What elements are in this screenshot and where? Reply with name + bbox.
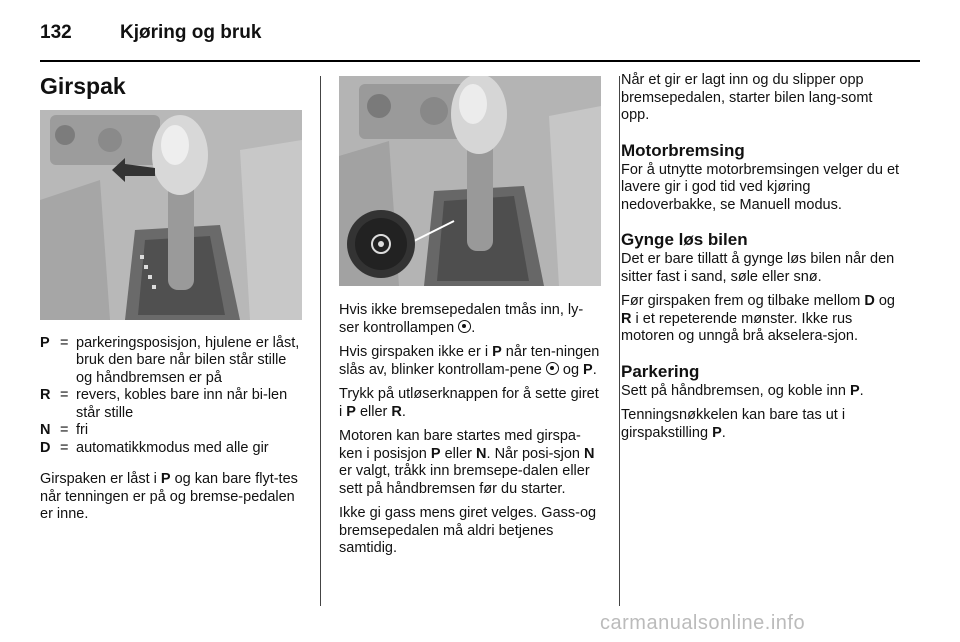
gear-position-list bbox=[40, 335, 302, 458]
section-title: Girspak bbox=[40, 73, 126, 99]
release-button-paragraph: Trykk på utløserknappen for å sette giret i P eller R. bbox=[339, 386, 599, 420]
parking-paragraph-1: Sett på håndbremsen, og koble inn P. bbox=[621, 382, 864, 399]
watermark-text: carmanualsonline.info bbox=[600, 612, 806, 634]
parking-paragraph-2: Tenningsnøkkelen kan bare tas ut i girspakstilling P. bbox=[621, 407, 846, 441]
release-button-photo bbox=[339, 76, 601, 286]
start-paragraph: Motoren kan bare startes med girspa-ken i posisjon P eller N. Når posi-sjon N er valgt, tråkk inn bremsepe-dalen eller sett på håndbremsen før du starter. bbox=[339, 428, 595, 497]
lock-paragraph: Girspaken er låst i P og kan bare flyt-tes når tenningen er på og bremse-pedalen er inne. bbox=[40, 471, 298, 522]
definition-item bbox=[40, 387, 302, 422]
ignition-paragraph: Hvis girspaken ikke er i P når ten-ningen slås av, blinker kontrollam-pene og P. bbox=[339, 344, 600, 378]
column-2 bbox=[339, 72, 601, 565]
column-1 bbox=[40, 72, 302, 531]
rocking-paragraph-1: Det er bare tillatt å gynge løs bilen når den sitter fast i sand, søle eller snø. bbox=[621, 251, 895, 285]
definition-item bbox=[40, 440, 302, 458]
creep-paragraph: Når et gir er lagt inn og du slipper opp bremsepedalen, starter bilen lang-somt opp. bbox=[621, 72, 873, 123]
definition-item bbox=[40, 422, 302, 440]
engine-braking-paragraph: For å utnytte motorbremsingen velger du et lavere gir i god tid ved kjøring nedoverbakke, se Manuell modus. bbox=[621, 161, 900, 213]
definition-equals: = bbox=[60, 387, 69, 403]
release-button-illustration bbox=[339, 76, 601, 286]
gas-paragraph: Ikke gi gass mens giret velges. Gass-og bremsepedalen må aldri betjenes samtidig. bbox=[339, 505, 597, 556]
definition-equals: = bbox=[60, 422, 69, 438]
definition-value: fri bbox=[76, 422, 89, 438]
control-lamp-icon bbox=[546, 362, 559, 375]
definition-equals: = bbox=[60, 439, 69, 456]
page-header bbox=[40, 18, 920, 48]
definition-value: parkeringsposisjon, hjulene er låst, bruk den bare når bilen står stille og håndbremsen er på bbox=[76, 334, 300, 386]
gear-lever-photo bbox=[40, 110, 302, 320]
definition-key: N bbox=[40, 422, 51, 438]
definition-item bbox=[40, 335, 302, 388]
subheading-engine-braking: Motorbremsing bbox=[621, 140, 745, 160]
rocking-paragraph-2: Før girspaken frem og tilbake mellom D og R i et repeterende mønster. Ikke rus motoren og unngå brå akselera-sjon. bbox=[621, 293, 896, 344]
definition-key: P bbox=[40, 334, 50, 351]
chapter-title: Kjøring og bruk bbox=[120, 22, 262, 43]
definition-equals: = bbox=[60, 334, 69, 351]
column-3 bbox=[621, 72, 903, 449]
definition-value: automatikkmodus med alle gir bbox=[76, 439, 269, 456]
gear-lever-illustration bbox=[40, 110, 302, 320]
column-divider-1 bbox=[320, 76, 321, 606]
page-number: 132 bbox=[40, 22, 72, 43]
definition-key: D bbox=[40, 439, 51, 456]
column-divider-2 bbox=[619, 76, 620, 606]
subheading-rocking: Gynge løs bilen bbox=[621, 230, 748, 249]
header-rule bbox=[40, 60, 920, 62]
definition-key: R bbox=[40, 387, 51, 403]
brake-lamp-paragraph: Hvis ikke bremsepedalen tmås inn, ly-ser kontrollampen . bbox=[339, 302, 584, 336]
subheading-parking: Parkering bbox=[621, 361, 700, 381]
control-lamp-icon bbox=[458, 320, 471, 333]
definition-value: revers, kobles bare inn når bi-len står stille bbox=[76, 387, 288, 421]
